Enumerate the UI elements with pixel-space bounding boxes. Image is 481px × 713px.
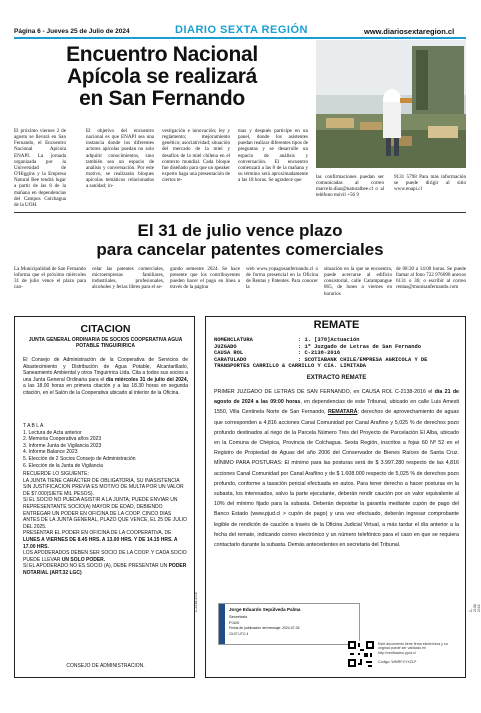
article1-col5: las confirmaciones puedan ser comunicadas al correo marcelo.diaz@naturalbee.cl o al teléfono móvil +56 9 bbox=[316, 174, 384, 199]
article1-headline bbox=[24, 44, 300, 110]
signer-role: Secretario bbox=[229, 614, 248, 619]
article2-col2: celar las patentes comerciales, microempresas familiares, industriales, profesionales, alcoholes y ferias libres para el se- bbox=[92, 266, 164, 291]
site-url[interactable]: www.diariosextaregion.cl bbox=[364, 27, 455, 36]
tabla-item: 6. Elección de la Junta de Vigilancia bbox=[23, 462, 103, 469]
article-divider bbox=[14, 212, 466, 213]
remate-notice bbox=[205, 316, 466, 678]
tabla-item: 2. Memoria Cooperativa años 2023 bbox=[23, 436, 102, 443]
article2-col3: gundo semestre 2024. Se hace presente que los contribuyentes pueden hacer el pago en línea a través de la página bbox=[170, 266, 240, 291]
headline-line: en San Fernando bbox=[79, 87, 245, 110]
apiary-photo bbox=[316, 40, 466, 168]
article1-col3: vestigación e innovación; ley y reglamento; mejoramiento genético; asociatividad; situación del mercado de la miel y desafíos de la miel chilena en el contexto mundial. Cada bloque fue diseñado para que un speaker experto haga una presentación de ciertos te- bbox=[162, 128, 230, 184]
headline-line: El 31 de julio vence plazo bbox=[137, 221, 343, 240]
remate-fields bbox=[214, 337, 464, 370]
article2-headline bbox=[28, 221, 452, 259]
recuerde-label: RECUERDE LO SIGUIENTE: bbox=[23, 471, 89, 477]
headline-line: para cancelar patentes comerciales bbox=[96, 240, 384, 259]
note: LA JUNTA TIENE CARÁCTER DE OBLIGATORIA, SU INASISTENCIA SIN JUSTIFICACION PREVIA ES MOTIVO DE MULTA POR UN VALOR DE $7.000(SIETE MIL PESOS). bbox=[23, 477, 184, 497]
signer-org: PJUD bbox=[229, 620, 240, 625]
header-rule bbox=[14, 37, 466, 39]
article1-col1: El próximo viernes 2 de agosto se llevará en San Fernando, el Encuentro Nacional Apícola ENAPI. La jornada organizada por la Universidad de O'Higgins y la Empresa Natural Bee tendrá lugar a partir de las 8 de la mañana en dependencias del Campus Colchagua de la UOH. bbox=[14, 128, 66, 208]
tabla-item: 1. Lectura de Acta anterior bbox=[23, 429, 82, 436]
signature-stripe bbox=[219, 604, 225, 644]
signature-date: Fecha de publicación del mensaje: 2024-07-04 bbox=[229, 626, 300, 630]
qr-note: Este documento tiene firma electrónica y su original puede ser validado en http://verificadoc.pjud.cl bbox=[378, 642, 448, 655]
headline-line: Encuentro Nacional bbox=[66, 43, 258, 66]
article2-col4: web www.yopagosanfernando.cl o de forma presencial en la Oficina de Rentas y Patentes. Para conocer la bbox=[246, 266, 318, 291]
tabla-item: 3. Informe Junta de Vigilancia 2023 bbox=[23, 442, 102, 449]
tabla-item: 4. Informe Balance 2023 bbox=[23, 449, 78, 456]
citacion-intro: El Consejo de Administración de la Cooperativa de Servicios de Abastecimiento y Distribución de Agua Potable, Alcantarillado, Saneamiento Ambiental y otros Tinguiririca Ltda. Cita a todos sus socios a una Junta General Ordinaria para el día miércoles 31 de julio del 2024, a las 18.00 horas en primera citación y a las 18.30 horas en segunda citación, en el Salón de la Cooperativa ubicado al interior de la Oficina. bbox=[23, 357, 188, 396]
note: PRESENTAR EL PODER EN OFICINA DE LA COOPERATIVA, DE LUNES A VIERNES DE 8.45 HRS. A 13.00 HRS. Y DE 14.15 HRS. A 17.00 HRS. bbox=[23, 530, 178, 550]
remate-title: REMATE bbox=[313, 319, 360, 331]
note: LOS APODERADOS DEBEN SER SOCIO DE LA COOP. Y CADA SOCIO PUEDE LLEVAR UN SOLO PODER. bbox=[23, 550, 187, 563]
remate-body: PRIMER JUZGADO DE LETRAS DE SAN FERNANDO, en CAUSA ROL C-2138-2016 el día 21 de agosto de 2024 a las 09:00 horas, en dependencias de este Tribunal, ubicado en calle Luis Amesti 1550, Villa Centinela Norte de San Fernando, REMATARÁ; derechos de aprovechamiento de aguas que corresponden a 4,816 acciones Canal Comunidad por Canal Arañino y 5,025 % de derechos pozo profundo destinados al riego de la Parcela Número Tres del Proyecto de Parcelación El Alba, ubicado en la Comuna de Chépica, Provincia de Colchagua. Sexta Región, inscritos a fojas 60 Nº 52 en el Registro de Propiedad de Aguas del año 2006 del Conservador de Bienes Raíces de Santa Cruz. MÍNIMO PARA POSTURAS: El mínimo para las posturas será de $ 3.997.280 respecto de las 4,816 acciones Canal Comunidad por Canal Arañino y de $ 1.608.000 respecto de 5,025 % de derechos pozo profundo, conforme a tasación pericial efectuada en autos. Para tener derecho a hacer posturas en la subasta, los interesados, salvo la parte ejecutante, deberán rendir caución por un valor equivalente al 10% del mínimo fijado para la subasta. Deberán depositar la garantía mediante cupón de pago del Banco Estado (www.pjud.cl > cupón de pago) y una vez efectuado, deberán ingresar comprobante legible de rendición de caución a través de la Oficina Judicial Virtual, a más tardar el día anterior a la fecha del remate, indicando correo electrónico y un número telefónico para el caso en que se requiera contactarlo durante la subasta. Demás antecedentes en secretaria del Tribunal. bbox=[214, 389, 460, 549]
article1-col4: mas y después participe en un panel, donde los asistentes puedan realizar diferentes tipos de preguntas y se desarrolle un espacio de análisis y conversación. El encuentro comenzará a las 8 de la mañana y su término será aproximadamente a las 18 horas. Se agradece que bbox=[238, 128, 308, 184]
remate-field-row: JUZGADO : 1º Juzgado de Letras de San Fernando bbox=[214, 343, 421, 350]
remate-field-row: NOMENCLATURA : 1. [378]Actuación bbox=[214, 337, 360, 343]
side-code-right: C-2138-2016 bbox=[469, 603, 481, 612]
extracto-title: EXTRACTO REMATE bbox=[306, 375, 367, 381]
citacion-tabla bbox=[23, 423, 188, 469]
tabla-item: 5. Elección de 2 Socios Consejo de Administración bbox=[23, 455, 136, 462]
remate-field-row: CAUSA ROL : C-2138-2016 bbox=[214, 350, 341, 357]
signature-block bbox=[218, 603, 360, 645]
section-title: DIARIO SEXTA REGIÓN bbox=[175, 24, 308, 36]
citacion-notice bbox=[14, 316, 195, 678]
citacion-footer: CONSEJO DE ADMINISTRACION. bbox=[66, 663, 145, 669]
article1-col6: 9131 5798 Para más información se puede dirigir al sitio www.enapi.cl bbox=[394, 174, 466, 193]
article2-col5: situación en la que se encuentra, puede acercarse al edificio consistorial, calle Carampangue 865, de lunes a viernes en horarios bbox=[324, 266, 392, 297]
citacion-title: CITACION bbox=[80, 323, 131, 335]
signer-name: Jorge Eduardo Sepúlveda Palma bbox=[229, 607, 301, 612]
article1-col2: El objetivo del encuentro nacional es que ENAPI sea una instancia donde los diferentes actores apícolas puedan no solo adquirir conocimientos, sino también sea un espacio de análisis y conversación. Por este motivo, se realizarán bloques apícolas temáticos relacionados a sanidad; in- bbox=[86, 128, 154, 190]
note: SI EL APODERADO NO ES SOCIO (A), DEBE PRESENTAR UN PODER NOTARIAL (ART.32 LGC) bbox=[23, 563, 187, 576]
article2-col1: La Municipalidad de San Fernando informa que el próximo miércoles 31 de julio vence el plazo para can- bbox=[14, 266, 86, 291]
article2-col6: de 08:30 a 14:00 horas. Se puede llamar al fono 722 976090 anexos 6131 o 36; o escribir al correo rentas@munisanfernando.com bbox=[396, 266, 466, 291]
citacion-subtitle: JUNTA GENERAL ORDINARIA DE SOCIOS COOPERATIVA AGUA POTABLE TINGUIRIRICA bbox=[28, 337, 183, 349]
remate-field-row: CARATULADO : SCOTIABANK CHILE/EMPRESA AGRICOLA Y DE bbox=[214, 356, 428, 363]
remate-caratulado-cont: TRANSPORTES CARRILLO & CARRILLO Y CIA. LIMITADA bbox=[214, 363, 367, 370]
note: SI EL SOCIO NO PUEDA ASISTIR A LA JUNTA, PUEDE ENVIAR UN REPRESENTANTE SOCIO(A) MAYOR DE EDAD, DEBIENDO ENTREGAR UN PODER EN OFICINA DE LA COOP. CINCO DIAS ANTES DE LA JUNTA GENERAL, PLAZO QUE VENCE, EL 25 DE JULIO DEL 2025. bbox=[23, 497, 187, 530]
signature-time: 13:07 UTC-4 bbox=[229, 632, 249, 636]
citacion-notes bbox=[23, 471, 188, 577]
tabla-label: T A B L A bbox=[23, 423, 44, 429]
headline-line: Apícola se realizará bbox=[66, 65, 258, 88]
qr-validation-code: Código: WMRFXYXZLP bbox=[378, 660, 417, 664]
qr-code-icon bbox=[348, 641, 374, 667]
side-code-left: C-2138-2016 bbox=[194, 592, 198, 612]
page-number: Página 6 - Jueves 25 de Julio de 2024 bbox=[14, 28, 130, 35]
